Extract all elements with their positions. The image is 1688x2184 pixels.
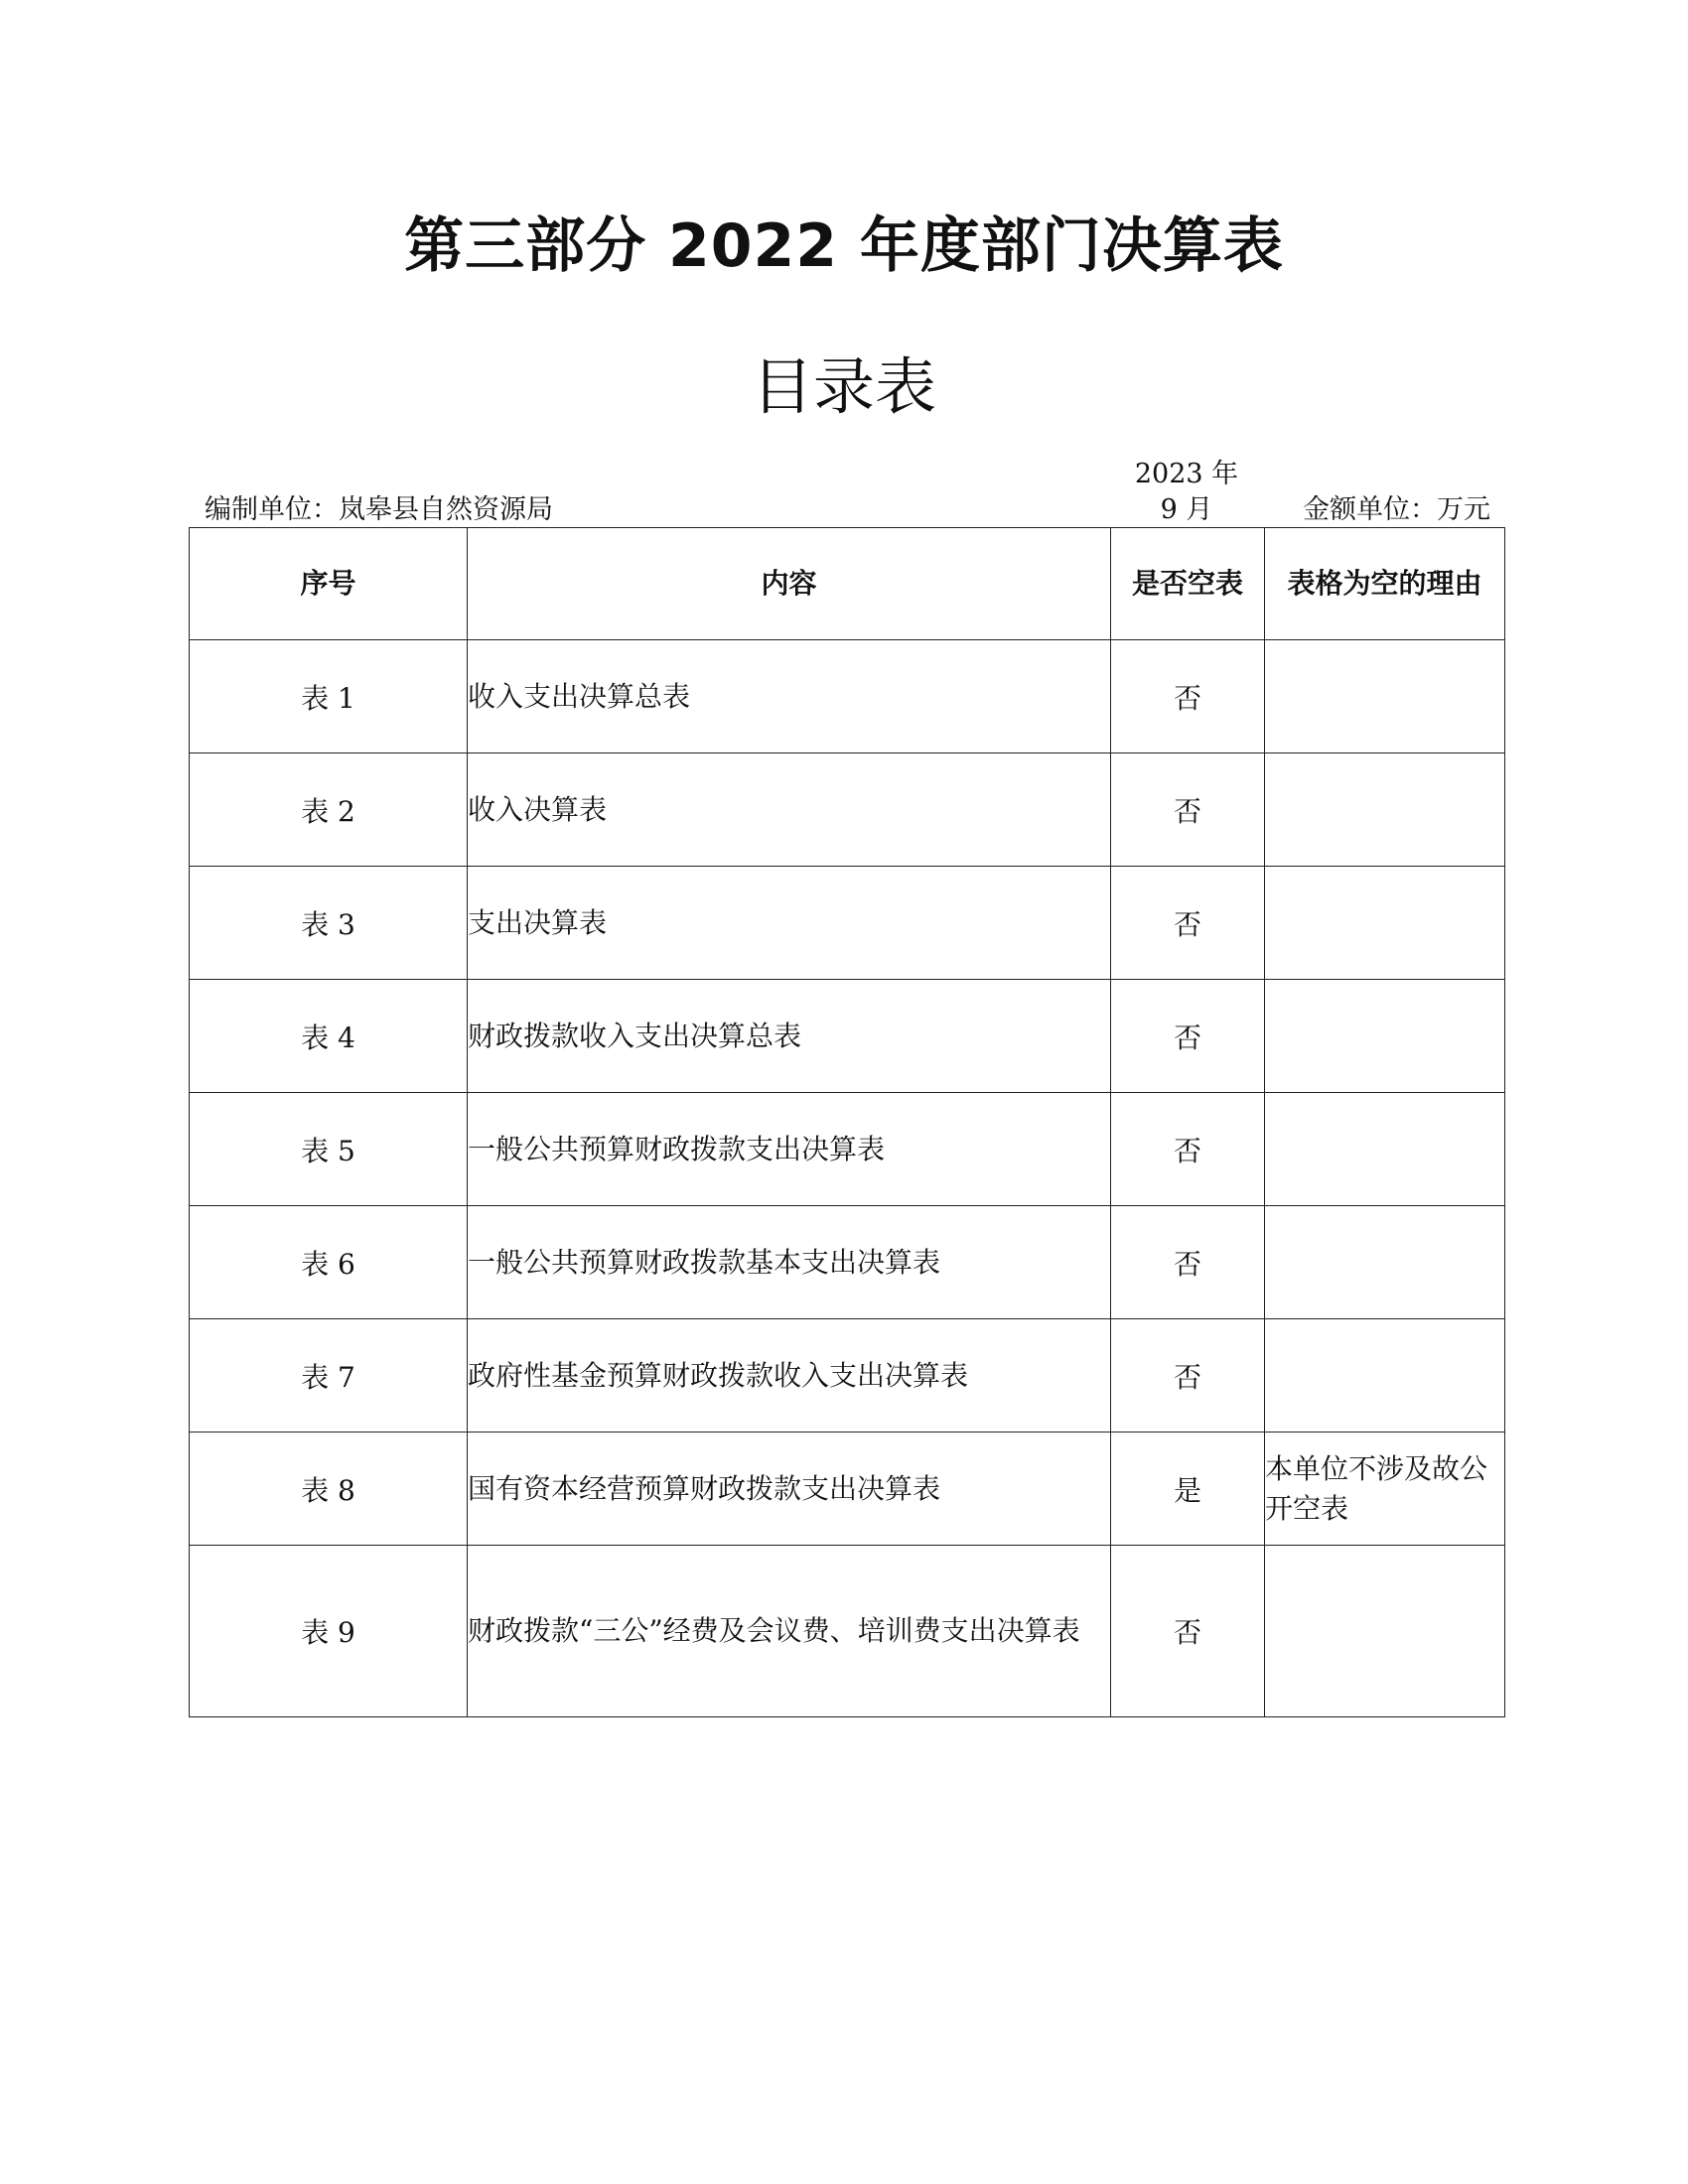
header-seq: 序号 <box>190 528 468 640</box>
table-row <box>190 1433 1505 1546</box>
table-row <box>190 1093 1505 1206</box>
row-seq: 表 6 <box>190 1206 468 1319</box>
row-seq: 表 4 <box>190 980 468 1093</box>
row-content: 一般公共预算财政拨款支出决算表 <box>468 1093 1111 1206</box>
report-date: 2023 年 9 月 <box>1134 459 1239 525</box>
table-row <box>190 640 1505 753</box>
table-row <box>190 1319 1505 1433</box>
row-content: 政府性基金预算财政拨款收入支出决算表 <box>468 1319 1111 1433</box>
row-is-empty: 否 <box>1111 1206 1265 1319</box>
page-subtitle: 目录表 <box>751 350 936 423</box>
row-is-empty: 否 <box>1111 867 1265 980</box>
table-row <box>190 980 1505 1093</box>
row-content: 一般公共预算财政拨款基本支出决算表 <box>468 1206 1111 1319</box>
row-reason <box>1265 867 1505 980</box>
row-content: 财政拨款“三公”经费及会议费、培训费支出决算表 <box>468 1546 1111 1717</box>
currency-unit-label: 金额单位：万元 <box>1303 494 1490 525</box>
header-reason: 表格为空的理由 <box>1265 528 1505 640</box>
row-seq: 表 8 <box>190 1433 468 1546</box>
row-is-empty: 是 <box>1111 1433 1265 1546</box>
row-content: 支出决算表 <box>468 867 1111 980</box>
row-seq: 表 5 <box>190 1093 468 1206</box>
org-label: 编制单位：岚皋县自然资源局 <box>205 494 553 525</box>
row-content: 财政拨款收入支出决算总表 <box>468 980 1111 1093</box>
header-content: 内容 <box>468 528 1111 640</box>
table-row <box>190 1546 1505 1717</box>
row-seq: 表 2 <box>190 753 468 867</box>
header-is-empty: 是否空表 <box>1111 528 1265 640</box>
table-row <box>190 753 1505 867</box>
row-is-empty: 否 <box>1111 1093 1265 1206</box>
row-seq: 表 7 <box>190 1319 468 1433</box>
row-reason <box>1265 640 1505 753</box>
row-seq: 表 3 <box>190 867 468 980</box>
page-title: 第三部分 2022 年度部门决算表 <box>404 211 1284 281</box>
row-content: 收入支出决算总表 <box>468 640 1111 753</box>
row-is-empty: 否 <box>1111 980 1265 1093</box>
table-header-row <box>190 528 1505 640</box>
row-content: 国有资本经营预算财政拨款支出决算表 <box>468 1433 1111 1546</box>
row-is-empty: 否 <box>1111 753 1265 867</box>
row-is-empty: 否 <box>1111 1546 1265 1717</box>
row-reason <box>1265 1546 1505 1717</box>
table-row <box>190 1206 1505 1319</box>
row-reason <box>1265 980 1505 1093</box>
row-reason <box>1265 1093 1505 1206</box>
row-reason: 本单位不涉及故公开空表 <box>1265 1433 1505 1546</box>
row-reason <box>1265 1319 1505 1433</box>
row-seq: 表 1 <box>190 640 468 753</box>
row-is-empty: 否 <box>1111 1319 1265 1433</box>
row-is-empty: 否 <box>1111 640 1265 753</box>
row-reason <box>1265 1206 1505 1319</box>
row-seq: 表 9 <box>190 1546 468 1717</box>
contents-table <box>189 527 1505 1717</box>
table-row <box>190 867 1505 980</box>
row-reason <box>1265 753 1505 867</box>
row-content: 收入决算表 <box>468 753 1111 867</box>
